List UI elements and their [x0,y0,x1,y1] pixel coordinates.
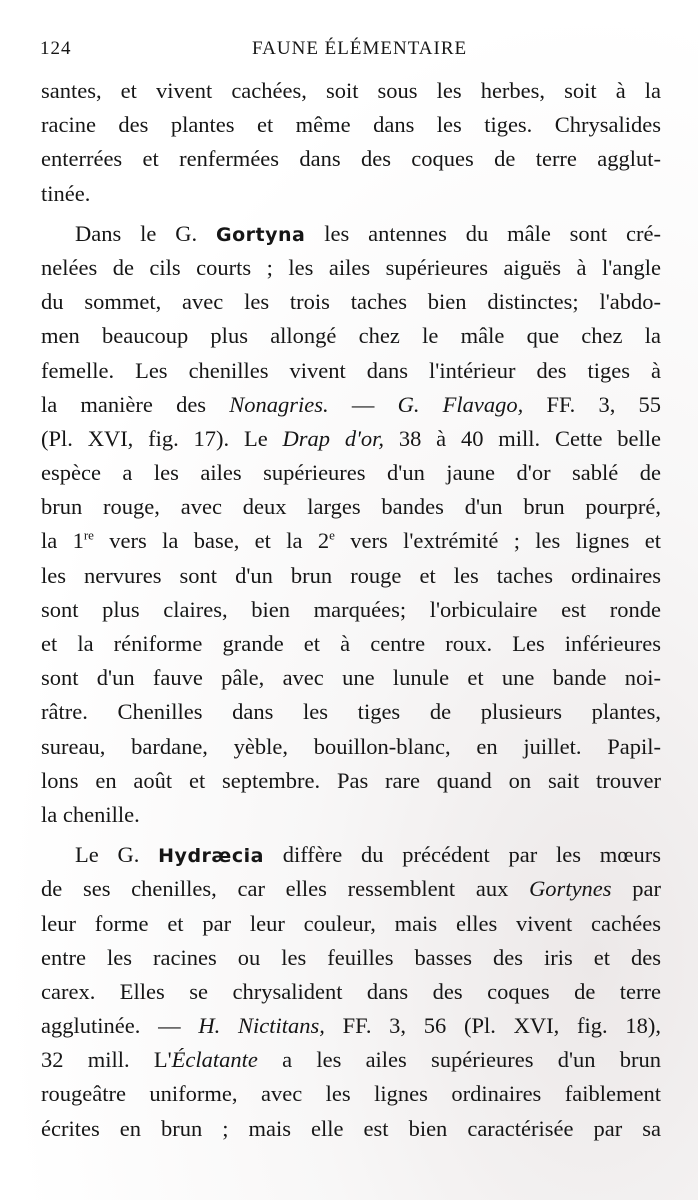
text-line: râtre. Chenilles dans les tiges de plusieurs plantes, [41,699,661,725]
text-run: agglutinée. — [41,1013,181,1039]
text-run: de ses chenilles, car elles ressemblent aux [41,876,509,902]
text-line: entre les racines ou les feuilles basses des iris et des [41,944,661,970]
species-name: H. Nictitans, [198,1013,325,1039]
text-line: nelées de cils courts ; les ailes supérieures aiguës à l'angle [41,254,661,280]
running-title: FAUNE ÉLÉMENTAIRE [252,38,468,59]
text-line: les nervures sont d'un brun rouge et les taches ordinaires [41,562,661,588]
text-line: du sommet, avec les trois taches bien distinctes; l'abdo- [41,289,661,315]
text-line: écrites en brun ; mais elle est bien caractérisée par sa [41,1115,661,1141]
text-line: tinée. [41,180,91,206]
text-run: Dans le G. [75,220,198,246]
text-line: et la réniforme grande et à centre roux. Les inférieures [41,631,661,656]
italic-run: Gortynes [529,876,612,902]
text-line [41,1009,661,1043]
text-line: lons en août et septembre. Pas rare quand on sait trouver [41,767,661,793]
text-run: la manière des [41,391,207,417]
species-name: G. Flavago, [397,391,524,417]
text-line: men beaucoup plus allongé chez le mâle que chez la [41,323,661,349]
text-line [41,1043,661,1077]
page-number: 124 [40,38,72,59]
text-line [41,524,661,558]
text-line: racine des plantes et même dans les tiges. Chrysalides [41,112,661,138]
text-run: FF. 3, 56 (Pl. XVI, fig. 18), [342,1013,662,1039]
text-run: 32 mill. L' [41,1047,172,1073]
genus-name: Hydræcia [158,845,264,868]
text-line: enterrées et renfermées dans des coques de terre agglut- [41,146,661,172]
text-run: 38 à 40 mill. Cette belle [398,425,661,451]
text-line [41,388,661,422]
genus-name: Gortyna [216,223,306,246]
text-run: — [351,391,375,417]
text-run: Le G. [75,842,140,868]
text-run: FF. 3, 55 [546,391,662,417]
body-text [41,74,661,1146]
text-line: rougeâtre uniforme, avec les lignes ordinaires faiblement [41,1081,661,1107]
text-run: la 1 [41,528,84,554]
text-line: carex. Elles se chrysalident dans des coques de terre [41,978,661,1004]
superscript: e [329,527,335,543]
common-name: Éclatante [171,1047,258,1073]
text-line: femelle. Les chenilles vivent dans l'intérieur des tiges à [41,357,661,383]
text-run: par [632,876,662,902]
text-line: la chenille. [41,801,140,827]
text-run: (Pl. XVI, fig. 17). Le [41,425,268,451]
text-line: sont d'un fauve pâle, avec une lunule et une bande noi- [41,665,661,691]
text-line [41,872,661,906]
paragraph-1 [41,74,661,211]
text-run: vers la base, et la 2 [93,528,330,554]
text-line: santes, et vivent cachées, soit sous les herbes, soit à la [41,78,661,103]
text-run: vers l'extrémité ; les lignes et [334,528,661,554]
paragraph-3 [41,838,661,1146]
text-line: leur forme et par leur couleur, mais elles vivent cachées [41,910,661,936]
superscript: re [83,527,94,543]
text-line: sont plus claires, bien marquées; l'orbiculaire est ronde [41,596,661,622]
text-line [41,217,661,251]
text-run: diffère du précédent par les mœurs [282,842,662,868]
paragraph-2 [41,217,661,832]
text-line: brun rouge, avec deux larges bandes d'un brun pourpré, [41,494,661,520]
text-line: espèce a les ailes supérieures d'un jaune d'or sablé de [41,460,661,486]
text-line [41,422,661,456]
text-run: a les ailes supérieures d'un brun [282,1047,662,1073]
italic-run: Nonagries. [229,391,329,417]
common-name: Drap d'or, [282,425,385,451]
text-line [41,838,661,872]
text-run: les antennes du mâle sont cré- [324,220,662,246]
text-line: sureau, bardane, yèble, bouillon-blanc, en juillet. Papil- [41,733,661,759]
page-header [40,38,660,64]
